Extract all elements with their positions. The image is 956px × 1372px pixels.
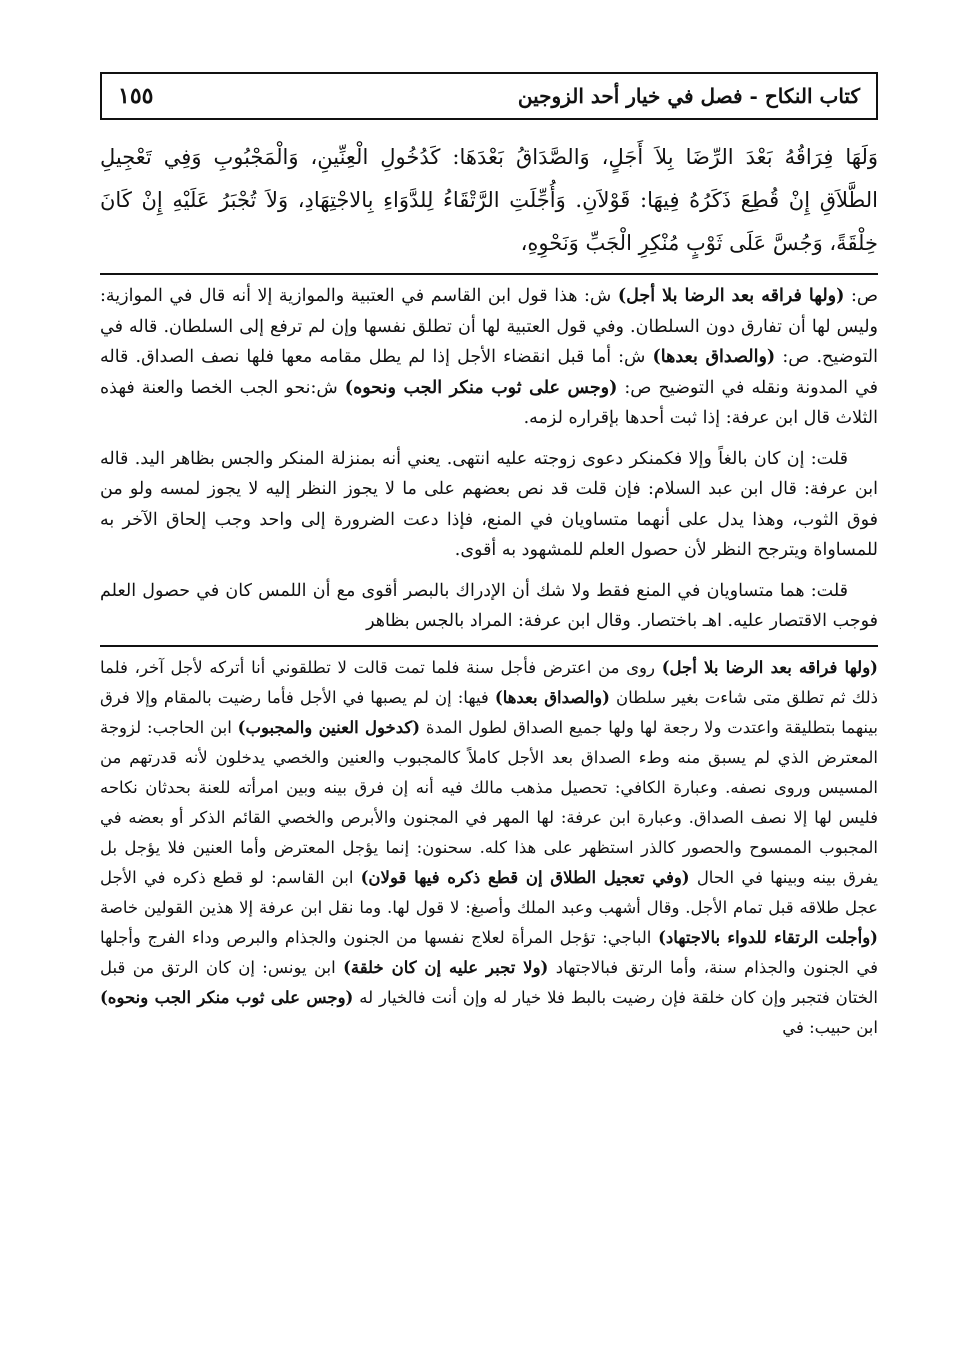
quote: (وجس على ثوب منكر الجب ونحوه) xyxy=(100,987,354,1007)
quote: (وجس على ثوب منكر الجب ونحوه) xyxy=(344,377,618,398)
quote: (ولها فراقه بعد الرضا بلا أجل) xyxy=(617,286,845,306)
quote: (ولها فراقه بعد الرضا بلا أجل) xyxy=(661,657,878,677)
quote: (وفي تعجيل الطلاق إن قطع ذكره فيها قولان) xyxy=(360,867,690,887)
footnote-section: (ولها فراقه بعد الرضا بلا أجل) روى من اعترض فأجل سنة فلما تمت قالت لا تطلقوني أنا أتركه لأجل آخر، فلما ذلك ثم تطلق متى شاءت بغير سلطان (والصداق بعدها) فيها: إن لم يصبها في الأجل فأما رضيت بالمقام وإلا فرق بينهما بتطليقة واعتدت ولا رجعة لها ولها جميع الصداق لطول المدة (كدخول العنين والمجبوب) ابن الحاجب: لزوجة المعترض الذي لم يسبق منه وطء الصداق بعد الأجل كاملاً كالمجبوب والعنين والخصي يدخلون لأنه قدرتهم من المسيس وروى نصفه. وعبارة الكافي: تحصيل مذهب مالك فيه أنه إن فرق بينه وبين امرأته للعنة بحدثان نكاحه فليس لها إلا نصف الصداق. وعبارة ابن عرفة: لها المهر في المجنون والأبرص والخصي القائم الذكر أو بعضه في المجبوب الممسوح والحصور كالذر استظهر على هذا كله. سحنون: إنما يؤجل المعترض وأما العنين فلا يؤجل بل يفرق بينه وبينها في الحال (وفي تعجيل الطلاق إن قطع ذكره فيها قولان) ابن القاسم: لو قطع ذكره في الأجل عجل طلاقه قبل تمام الأجل. وقال أشهب وعبد الملك وأصبغ: لا قول لها. وما نقل ابن عرفة إلا هذين القولين خاصة (وأجلت الرتقاء للدواء بالاجتهاد) الباجي: تؤجل المرأة لعلاج نفسها من الجنون والجذام والبرص وداء الفرج وأجلها في الجنون والجذام سنة، وأما الرتق فبالاجتهاد (ولا تجبر عليه إن كان خلقة) ابن يونس: إن كان الرتق من قبل الختان فتجبر وإن كان خلقة فإن رضيت بالبط فلا خيار له وإن أنت فالخيار له (وجس على ثوب منكر الجب ونحوه) ابن حبيب: في xyxy=(100,657,878,1037)
quote: (كدخول العنين والمجبوب) xyxy=(237,717,421,737)
sharh-paragraph-2: قلت: إن كان بالغاً وإلا فكمنكر دعوى زوجته عليه انتهى. يعني أنه بمنزلة المنكر والجس بظاهر اليد. قاله ابن عرفة: قال ابن عبد السلام: فإن قلت قد نص بعضهم على ما لا يجوز النظر إليه لا يجوز لمسه ولو من فوق الثوب، وهذا يدل على أنهما متساويان في المنع، فإذا دعت الضرورة إلى واحد وجب إلحاق الآخر به للمساواة ويترجح النظر لأن حصول العلم للمشهود به أقوى. xyxy=(100,448,878,560)
sharh-paragraph-1: ص: (ولها فراقه بعد الرضا بلا أجل) ش: هذا قول ابن القاسم في العتبية والموازية إلا أنه قال في الموازية: وليس لها أن تفارق دون السلطان. وفي قول العتبية لها أن تطلق نفسها وإن لم ترفع إلى السلطان. قاله في التوضيح. ص: (والصداق بعدها) ش: أما قبل انقضاء الأجل إذا لم يطل مقامه معها فلها نصف الصداق. قاله في المدونة ونقله في التوضيح ص: (وجس على ثوب منكر الجب ونحوه) ش:نحو الجب الخصا والعنة فهذه الثلاث قال ابن عرفة: إذا ثبت أحدها بإقراره لزمه. xyxy=(100,286,879,428)
chapter-title: كتاب النكاح - فصل في خيار أحد الزوجين xyxy=(517,84,860,108)
matn-divider xyxy=(100,273,878,275)
page xyxy=(100,72,878,1043)
footnote-divider xyxy=(100,645,878,647)
matn-text: وَلَهَا فِرَاقُهُ بَعْدَ الرِّضَا بِلاَ أَجَلٍ، وَالصَّدَاقُ بَعْدَهَا: كَدُخُولِ الْعِنِّينِ، وَالْمَجْبُوبِ وَفِي تَعْجِيلِ الطَّلاَقِ إِنْ قُطِعَ ذَكَرُهُ فِيهَا: قَوْلاَنِ. وَأُجِّلَتِ الرَّتْقَاءُ لِلدَّوَاءِ بِالاجْتِهَادِ، وَلاَ تُجْبَرُ عَلَيْهِ إِنْ كَانَ خِلْقَةً، وَجُسَّ عَلَى ثَوْبٍ مُنْكِرِ الْجَبِّ وَنَحْوِهِ، xyxy=(100,145,878,255)
quote: (ولا تجبر عليه إن كان خلقة) xyxy=(343,957,549,977)
sharh-section xyxy=(100,281,878,637)
quote: (والصداق بعدها) xyxy=(494,687,610,707)
quote: (والصداق بعدها) xyxy=(652,347,776,367)
running-header xyxy=(100,72,878,120)
quote: (وأجلت الرتقاء للدواء بالاجتهاد) xyxy=(658,927,878,947)
sharh-paragraph-3: قلت: هما متساويان في المنع فقط ولا شك أن الإدراك بالبصر أقوى مع أن اللمس كان في حصول العلم فوجب الاقتصار عليه. اهـ باختصار. وقال ابن عرفة: المراد بالجس بظاهر xyxy=(100,580,878,631)
page-number: ١٥٥ xyxy=(118,83,154,109)
